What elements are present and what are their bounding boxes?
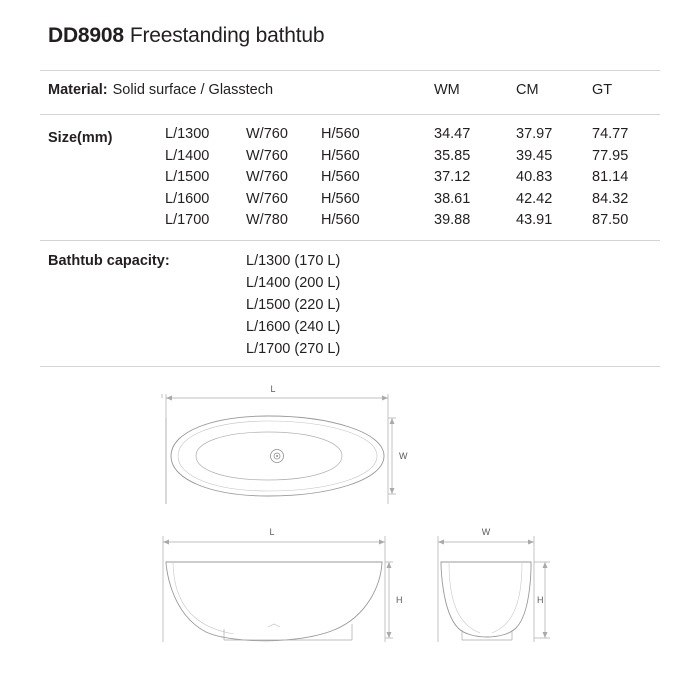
cell-cm: 39.45 xyxy=(516,147,553,164)
column-header-cm: CM xyxy=(516,82,539,98)
side-view-drawing xyxy=(438,536,550,642)
divider-material xyxy=(40,114,660,115)
cell-height: H/560 xyxy=(321,169,360,185)
cell-height: H/560 xyxy=(321,147,360,164)
cell-gt: 87.50 xyxy=(592,212,629,228)
cell-wm: 34.47 xyxy=(434,126,471,142)
cell-length: L/1500 xyxy=(165,169,210,185)
cell-gt: 81.14 xyxy=(592,169,629,185)
column-header-gt: GT xyxy=(592,82,613,98)
table-row xyxy=(48,148,660,170)
front-view-length-label: L xyxy=(269,527,275,537)
cell-width: W/760 xyxy=(246,147,288,164)
cell-height: H/560 xyxy=(321,212,360,228)
cell-width: W/780 xyxy=(246,212,288,228)
cell-cm: 42.42 xyxy=(516,190,553,207)
material-value: Solid surface / Glasstech xyxy=(112,82,274,98)
cell-width: W/760 xyxy=(246,126,288,142)
capacity-item: L/1700 (270 L) xyxy=(246,341,341,357)
cell-gt: 84.32 xyxy=(592,190,629,207)
cell-wm: 35.85 xyxy=(434,147,471,164)
size-rows xyxy=(48,126,660,234)
size-label: Size(mm) xyxy=(48,130,113,146)
technical-drawings xyxy=(0,372,700,700)
cell-length: L/1600 xyxy=(165,190,210,207)
capacity-item: L/1500 (220 L) xyxy=(246,297,341,313)
cell-cm: 43.91 xyxy=(516,212,553,228)
divider-size xyxy=(40,240,660,241)
cell-wm: 38.61 xyxy=(434,190,471,207)
cell-length: L/1700 xyxy=(165,212,210,228)
product-name: Freestanding bathtub xyxy=(129,24,325,47)
table-row xyxy=(48,126,660,148)
table-row xyxy=(48,191,660,213)
cell-cm: 37.97 xyxy=(516,126,553,142)
cell-length: L/1300 xyxy=(165,126,210,142)
product-code: DD8908 xyxy=(48,24,124,47)
top-view-width-label: W xyxy=(399,451,408,461)
top-view-drawing xyxy=(162,394,396,504)
top-view-length-label: L xyxy=(270,384,276,394)
material-label: Material: xyxy=(48,82,108,98)
cell-width: W/760 xyxy=(246,169,288,185)
cell-cm: 40.83 xyxy=(516,169,553,185)
divider-capacity xyxy=(40,366,660,367)
capacity-label: Bathtub capacity: xyxy=(48,253,170,269)
material-row xyxy=(48,82,660,98)
table-row xyxy=(48,169,660,191)
page-title xyxy=(48,24,324,48)
side-view-height-label: H xyxy=(537,595,544,605)
cell-height: H/560 xyxy=(321,190,360,207)
cell-wm: 39.88 xyxy=(434,212,471,228)
cell-wm: 37.12 xyxy=(434,169,471,185)
cell-width: W/760 xyxy=(246,190,288,207)
front-view-height-label: H xyxy=(396,595,403,605)
drawings-svg xyxy=(0,372,700,700)
divider-top xyxy=(40,70,660,71)
capacity-item: L/1600 (240 L) xyxy=(246,319,341,335)
cell-height: H/560 xyxy=(321,126,360,142)
capacity-item: L/1400 (200 L) xyxy=(246,275,341,291)
side-view-width-label: W xyxy=(481,527,491,537)
cell-gt: 77.95 xyxy=(592,147,629,164)
cell-gt: 74.77 xyxy=(592,126,629,142)
capacity-rows xyxy=(246,253,340,363)
column-header-wm: WM xyxy=(434,82,460,98)
table-row xyxy=(48,212,660,234)
capacity-item: L/1300 (170 L) xyxy=(246,253,341,269)
front-view-drawing xyxy=(163,536,393,642)
cell-length: L/1400 xyxy=(165,147,210,164)
